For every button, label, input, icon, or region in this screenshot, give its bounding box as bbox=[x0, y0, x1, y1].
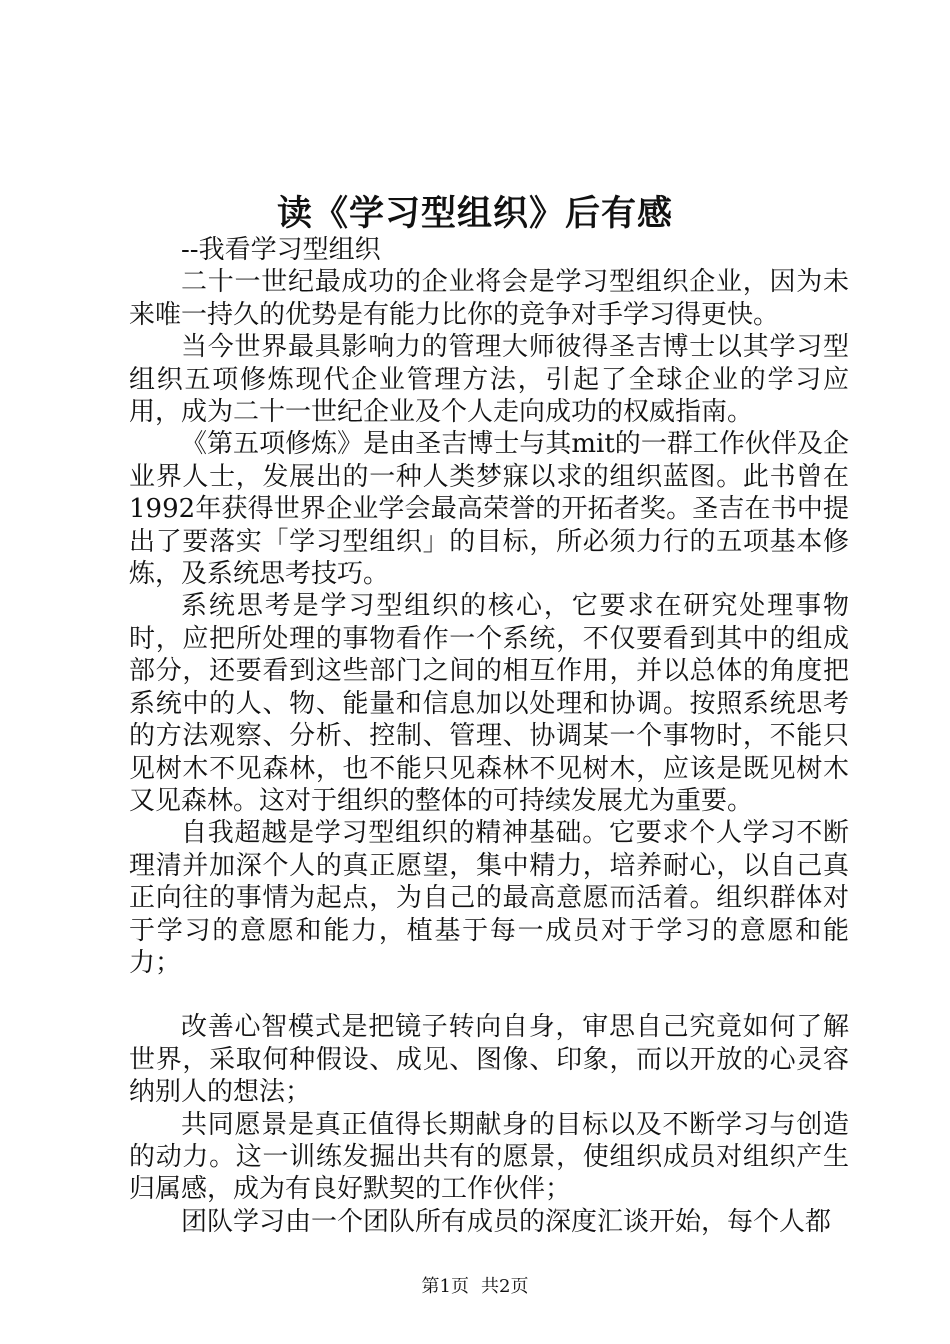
paragraph: 自我超越是学习型组织的精神基础。它要求个人学习不断理清并加深个人的真正愿望，集中精力，培养耐心，以自己真正向往的事情为起点，为自己的最高意愿而活着。组织群体对于学习的意愿和能力，植基于每一成员对于学习的意愿和能力； bbox=[129, 818, 849, 978]
paragraph: 改善心智模式是把镜子转向自身，审思自己究竟如何了解世界，采取何种假设、成见、图像、印象，而以开放的心灵容纳别人的想法； bbox=[129, 1012, 849, 1108]
paragraph: 共同愿景是真正值得长期献身的目标以及不断学习与创造的动力。这一训练发掘出共有的愿景，使组织成员对组织产生归属感，成为有良好默契的工作伙伴； bbox=[129, 1109, 849, 1205]
paragraph: 当今世界最具影响力的管理大师彼得圣吉博士以其学习型组织五项修炼现代企业管理方法，引起了全球企业的学习应用，成为二十一世纪企业及个人走向成功的权威指南。 bbox=[129, 332, 849, 428]
document-subtitle: --我看学习型组织 bbox=[181, 235, 381, 265]
paragraph: 二十一世纪最成功的企业将会是学习型组织企业，因为未来唯一持久的优势是有能力比你的竞争对手学习得更快。 bbox=[129, 267, 849, 330]
document-title: 读《学习型组织》后有感 bbox=[276, 194, 673, 234]
page-footer bbox=[0, 1272, 950, 1298]
page-number: 第1页 bbox=[421, 1276, 469, 1297]
paragraph: 团队学习由一个团队所有成员的深度汇谈开始，每个人都 bbox=[181, 1206, 832, 1237]
document-body bbox=[129, 234, 849, 1238]
page-total: 共2页 bbox=[481, 1276, 529, 1297]
paragraph: 《第五项修炼》是由圣吉博士与其mit的一群工作伙伴及企业界人士，发展出的一种人类梦寐以求的组织蓝图。此书曾在1992年获得世界企业学会最高荣誉的开拓者奖。圣吉在书中提出了要落实「学习型组织」的目标，所必须力行的五项基本修炼，及系统思考技巧。 bbox=[129, 429, 849, 590]
paragraph: 系统思考是学习型组织的核心，它要求在研究处理事物时，应把所处理的事物看作一个系统，不仅要看到其中的组成部分，还要看到这些部门之间的相互作用，并以总体的角度把系统中的人、物、能量和信息加以处理和协调。按照系统思考的方法观察、分析、控制、管理、协调某一个事物时，不能只见树木不见森林，也不能只见森林不见树木，应该是既见树木又见森林。这对于组织的整体的可持续发展尤为重要。 bbox=[129, 591, 849, 816]
